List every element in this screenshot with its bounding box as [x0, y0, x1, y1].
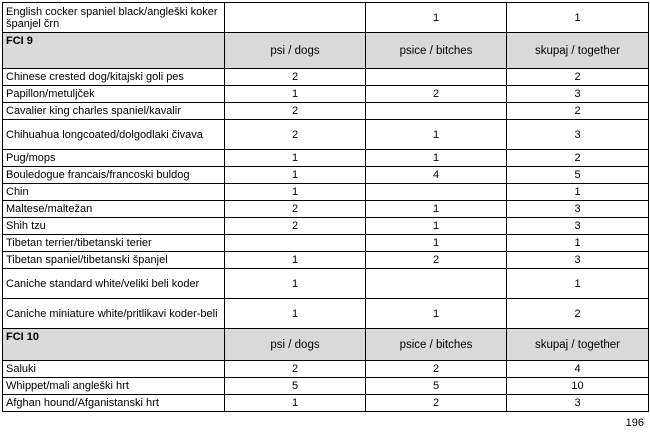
total-count: 5 — [507, 167, 649, 184]
total-count: 3 — [507, 86, 649, 103]
table-row — [3, 378, 649, 395]
bitches-count: 5 — [366, 378, 507, 395]
dogs-count: 1 — [225, 167, 366, 184]
breed-name: Maltese/maltežan — [3, 201, 225, 218]
total-count: 3 — [507, 252, 649, 269]
breed-name: Afghan hound/Afganistanski hrt — [3, 395, 225, 412]
column-header-together: skupaj / together — [507, 329, 649, 361]
breed-name: Bouledogue francais/francoski buldog — [3, 167, 225, 184]
total-count: 1 — [507, 269, 649, 299]
dogs-count: 5 — [225, 378, 366, 395]
column-header-dogs: psi / dogs — [225, 329, 366, 361]
breed-entries-table — [2, 2, 649, 412]
group-name: FCI 10 — [3, 329, 225, 361]
dogs-count: 2 — [225, 201, 366, 218]
dogs-count: 2 — [225, 69, 366, 86]
breed-name: Chinese crested dog/kitajski goli pes — [3, 69, 225, 86]
dogs-count: 2 — [225, 361, 366, 378]
bitches-count: 1 — [366, 235, 507, 252]
table-row — [3, 3, 649, 33]
dogs-count: 1 — [225, 86, 366, 103]
table-row — [3, 395, 649, 412]
table-row — [3, 167, 649, 184]
dogs-count: 1 — [225, 184, 366, 201]
table-row — [3, 120, 649, 150]
dogs-count: 1 — [225, 150, 366, 167]
bitches-count: 1 — [366, 218, 507, 235]
breed-name: Saluki — [3, 361, 225, 378]
table-row — [3, 103, 649, 120]
column-header-bitches: psice / bitches — [366, 329, 507, 361]
breed-name: Chin — [3, 184, 225, 201]
bitches-count: 1 — [366, 201, 507, 218]
bitches-count: 2 — [366, 361, 507, 378]
breed-name: Cavalier king charles spaniel/kavalir — [3, 103, 225, 120]
total-count: 1 — [507, 3, 649, 33]
group-name: FCI 9 — [3, 33, 225, 69]
bitches-count — [366, 69, 507, 86]
total-count: 2 — [507, 150, 649, 167]
table-row — [3, 269, 649, 299]
bitches-count: 2 — [366, 395, 507, 412]
total-count: 2 — [507, 69, 649, 86]
breed-name: English cocker spaniel black/angleški koker španjel črn — [3, 3, 225, 33]
total-count: 1 — [507, 184, 649, 201]
breed-name: Pug/mops — [3, 150, 225, 167]
total-count: 2 — [507, 103, 649, 120]
table-row — [3, 150, 649, 167]
table-row — [3, 361, 649, 378]
bitches-count — [366, 184, 507, 201]
table-row — [3, 299, 649, 329]
group-header-row — [3, 33, 649, 69]
dogs-count — [225, 235, 366, 252]
dogs-count: 2 — [225, 120, 366, 150]
table-row — [3, 86, 649, 103]
table-row — [3, 218, 649, 235]
bitches-count: 1 — [366, 3, 507, 33]
breed-name: Whippet/mali angleški hrt — [3, 378, 225, 395]
table-row — [3, 69, 649, 86]
bitches-count: 1 — [366, 120, 507, 150]
breed-name: Shih tzu — [3, 218, 225, 235]
total-count: 3 — [507, 201, 649, 218]
dogs-count: 2 — [225, 218, 366, 235]
dogs-count: 1 — [225, 395, 366, 412]
bitches-count: 2 — [366, 86, 507, 103]
table-row — [3, 184, 649, 201]
column-header-together: skupaj / together — [507, 33, 649, 69]
total-count: 3 — [507, 395, 649, 412]
column-header-dogs: psi / dogs — [225, 33, 366, 69]
total-count: 10 — [507, 378, 649, 395]
dogs-count: 1 — [225, 299, 366, 329]
total-count: 2 — [507, 299, 649, 329]
bitches-count — [366, 103, 507, 120]
total-count: 4 — [507, 361, 649, 378]
breed-name: Papillon/metuljček — [3, 86, 225, 103]
bitches-count — [366, 269, 507, 299]
breed-name: Tibetan spaniel/tibetanski španjel — [3, 252, 225, 269]
bitches-count: 4 — [366, 167, 507, 184]
group-header-row — [3, 329, 649, 361]
breed-name: Caniche miniature white/pritlikavi koder-beli — [3, 299, 225, 329]
table-row — [3, 252, 649, 269]
table-row — [3, 201, 649, 218]
total-count: 3 — [507, 218, 649, 235]
total-count: 1 — [507, 235, 649, 252]
table-row — [3, 235, 649, 252]
breed-name: Caniche standard white/veliki beli koder — [3, 269, 225, 299]
bitches-count: 2 — [366, 252, 507, 269]
breed-name: Chihuahua longcoated/dolgodlaki čivava — [3, 120, 225, 150]
bitches-count: 1 — [366, 299, 507, 329]
dogs-count: 1 — [225, 252, 366, 269]
dogs-count — [225, 3, 366, 33]
dogs-count: 1 — [225, 269, 366, 299]
bitches-count: 1 — [366, 150, 507, 167]
column-header-bitches: psice / bitches — [366, 33, 507, 69]
breed-name: Tibetan terrier/tibetanski terier — [3, 235, 225, 252]
dogs-count: 2 — [225, 103, 366, 120]
page-number: 196 — [625, 417, 644, 429]
total-count: 3 — [507, 120, 649, 150]
